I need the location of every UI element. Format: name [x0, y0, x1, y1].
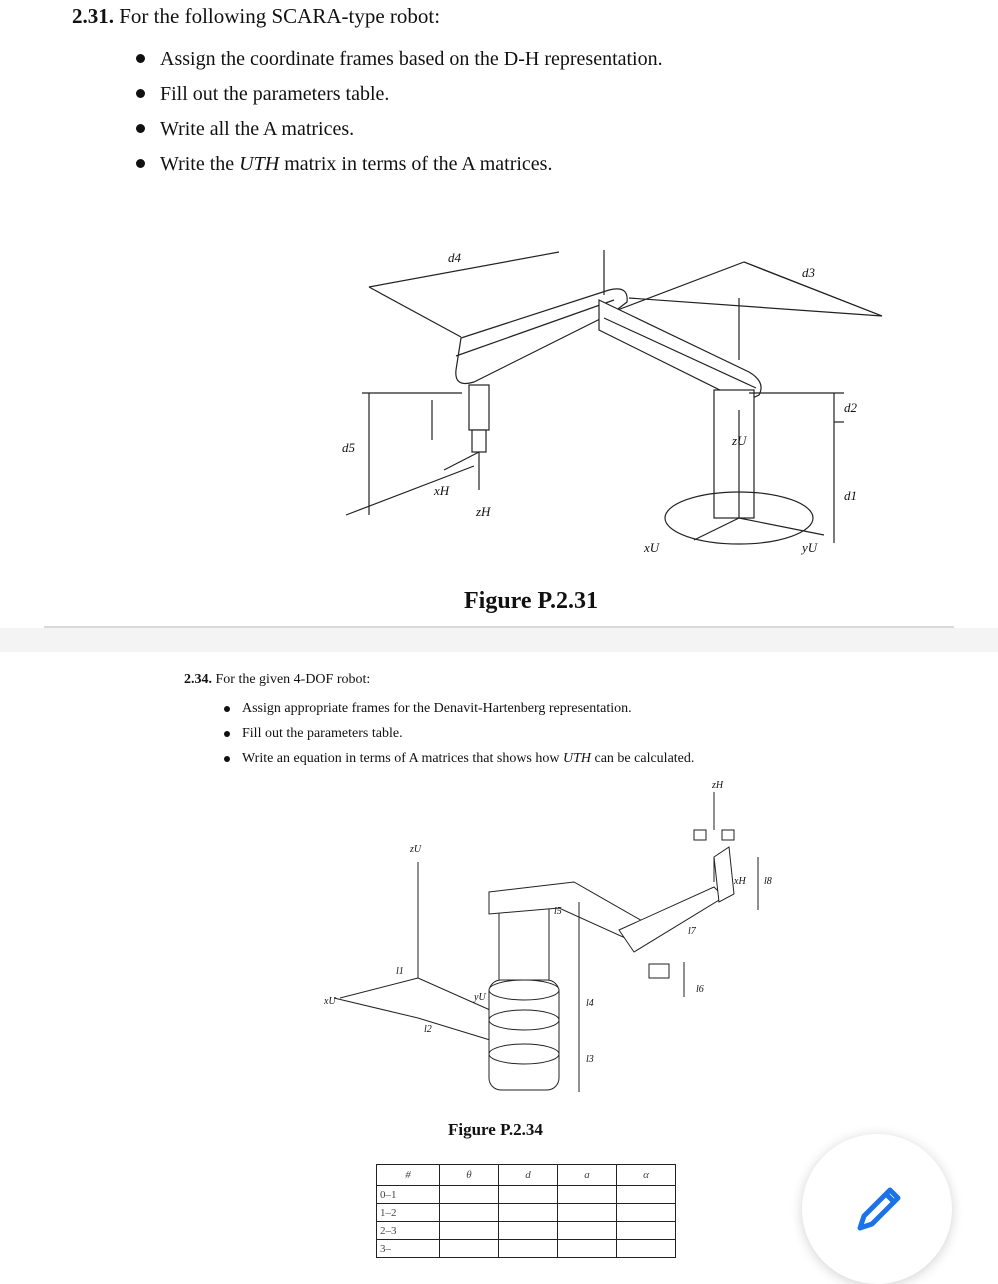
empty-cell	[440, 1222, 499, 1240]
empty-cell	[558, 1204, 617, 1222]
empty-cell	[499, 1240, 558, 1258]
task-text: Fill out the parameters table.	[160, 83, 390, 105]
empty-cell	[440, 1186, 499, 1204]
empty-cell	[440, 1204, 499, 1222]
label-d2: d2	[844, 400, 857, 415]
table-header-row	[377, 1165, 676, 1186]
table-row	[377, 1204, 676, 1222]
empty-cell	[558, 1222, 617, 1240]
label-zU: zU	[732, 433, 747, 448]
figure-caption: Figure P.2.31	[464, 588, 599, 614]
empty-cell	[558, 1186, 617, 1204]
task-text: Write the	[160, 153, 240, 175]
label-d5: d5	[342, 440, 355, 455]
header-cell: a	[558, 1165, 617, 1186]
header-cell: #	[377, 1165, 440, 1186]
problem-number: 2.31.	[72, 4, 114, 28]
label-zH: zH	[476, 504, 491, 519]
label-yU: yU	[802, 540, 818, 555]
table-row	[377, 1222, 676, 1240]
transform-symbol: UTH	[239, 153, 280, 175]
empty-cell	[499, 1222, 558, 1240]
header-cell: α	[617, 1165, 676, 1186]
label-l3: l3	[586, 1054, 594, 1065]
label-l5: l5	[554, 906, 562, 917]
transform-symbol: UTH	[562, 751, 591, 766]
empty-cell	[617, 1240, 676, 1258]
task-text: Fill out the parameters table.	[242, 726, 403, 741]
label-zU: zU	[410, 844, 422, 855]
row-label: 3–	[377, 1240, 440, 1258]
label-xU: xU	[644, 540, 660, 555]
problem-prompt: For the following SCARA-type robot:	[119, 4, 441, 28]
dh-parameters-table	[376, 1164, 676, 1258]
label-l6: l6	[696, 984, 704, 995]
header-cell: θ	[440, 1165, 499, 1186]
four-dof-robot-figure	[44, 652, 954, 1122]
empty-cell	[499, 1204, 558, 1222]
empty-cell	[617, 1186, 676, 1204]
empty-cell	[617, 1204, 676, 1222]
task-text: matrix in terms of the A matrices.	[279, 153, 553, 175]
page-gap	[0, 628, 998, 652]
table-row	[377, 1240, 676, 1258]
row-label: 2–3	[377, 1222, 440, 1240]
label-d3: d3	[802, 265, 815, 280]
label-xU: xU	[324, 996, 336, 1007]
label-l1: l1	[396, 966, 404, 977]
pencil-edit-icon	[850, 1180, 908, 1238]
row-label: 1–2	[377, 1204, 440, 1222]
label-xH: xH	[734, 876, 746, 887]
label-yU: yU	[474, 992, 486, 1003]
task-text: can be calculated.	[591, 751, 695, 766]
problem-2-31-page	[44, 0, 954, 629]
problem-prompt: For the given 4-DOF robot:	[215, 672, 371, 687]
task-text: Write an equation in terms of A matrices that shows how	[242, 751, 563, 766]
figure-caption: Figure P.2.34	[448, 1120, 543, 1139]
label-d1: d1	[844, 488, 857, 503]
label-l7: l7	[688, 926, 696, 937]
task-text: Write all the A matrices.	[160, 118, 355, 140]
empty-cell	[558, 1240, 617, 1258]
problem-number: 2.34.	[184, 672, 212, 687]
label-l4: l4	[586, 998, 594, 1009]
label-l2: l2	[424, 1024, 432, 1035]
label-zH: zH	[712, 780, 724, 791]
header-cell: d	[499, 1165, 558, 1186]
label-l8: l8	[764, 876, 772, 887]
empty-cell	[440, 1240, 499, 1258]
edit-fab-button[interactable]	[802, 1134, 952, 1284]
row-label: 0–1	[377, 1186, 440, 1204]
label-xH: xH	[434, 483, 450, 498]
task-text: Assign the coordinate frames based on the D-H representation.	[160, 48, 663, 70]
table-row	[377, 1186, 676, 1204]
empty-cell	[499, 1186, 558, 1204]
scara-robot-figure	[44, 0, 954, 590]
task-text: Assign appropriate frames for the Denavit-Hartenberg representation.	[242, 701, 632, 716]
label-d4: d4	[448, 250, 461, 265]
empty-cell	[617, 1222, 676, 1240]
